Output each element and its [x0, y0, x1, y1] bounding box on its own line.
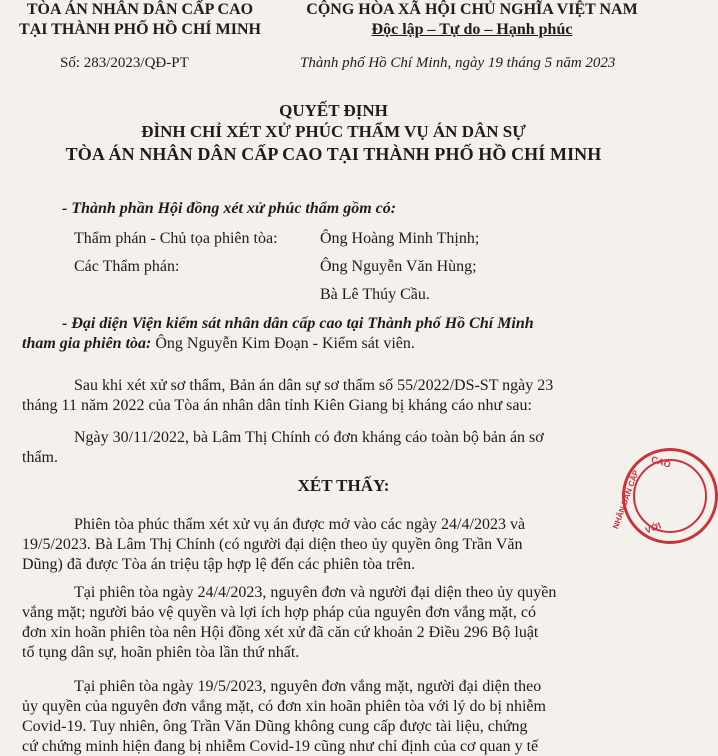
- procuracy-label: tham gia phiên tòa:: [22, 335, 152, 352]
- procuracy-name: Ông Nguyễn Kim Đoạn - Kiểm sát viên.: [151, 335, 415, 352]
- paragraph-4-line-2: vắng mặt; người bảo vệ quyền và lợi ích hợp pháp của nguyên đơn vắng mặt, có: [22, 604, 536, 621]
- paragraph-2-line-2: thẩm.: [22, 449, 58, 466]
- title-court: TÒA ÁN NHÂN DÂN CẤP CAO TẠI THÀNH PHỐ HỒ CHÍ MINH: [65, 144, 602, 164]
- section-heading: XÉT THẤY:: [297, 476, 390, 495]
- procuracy-heading: - Đại diện Viện kiểm sát nhân dân cấp cao tại Thành phố Hồ Chí Minh: [62, 315, 534, 332]
- paragraph-5-line-3: Covid-19. Tuy nhiên, ông Trần Văn Dũng không cung cấp được tài liệu, chứng: [22, 718, 528, 735]
- paragraph-4-line-3: đơn xin hoãn phiên tòa nên Hội đồng xét xử đã căn cứ khoản 2 Điều 296 Bộ luật: [22, 624, 539, 641]
- national-header: [282, 0, 662, 40]
- paragraph-3-line-1: Phiên tòa phúc thẩm xét xử vụ án được mở vào các ngày 24/4/2023 và: [74, 516, 526, 533]
- document-number: Số: 283/2023/QĐ-PT: [60, 55, 189, 71]
- place-date: Thành phố Hồ Chí Minh, ngày 19 tháng 5 năm 2023: [300, 55, 616, 71]
- paragraph-1-line-1: Sau khi xét xử sơ thẩm, Bản án dân sự sơ thẩm số 55/2022/DS-ST ngày 23: [74, 377, 554, 394]
- paragraph-2-line-1: Ngày 30/11/2022, bà Lâm Thị Chính có đơn kháng cáo toàn bộ bản án sơ: [74, 429, 544, 446]
- paragraph-3-line-3: Dũng) đã được Tòa án triệu tập hợp lệ đến các phiên tòa trên.: [22, 556, 416, 573]
- judge-name-1: Ông Nguyễn Văn Hùng;: [320, 258, 477, 275]
- presiding-judge-name: Ông Hoàng Minh Thịnh;: [320, 230, 480, 247]
- court-header: [10, 0, 270, 40]
- paragraph-5-line-1: Tại phiên tòa ngày 19/5/2023, nguyên đơn vắng mặt, người đại diện theo: [74, 678, 542, 695]
- judges-label: Các Thẩm phán:: [74, 258, 180, 275]
- court-name-line1: TÒA ÁN NHÂN DÂN CẤP CAO: [26, 1, 254, 18]
- panel-heading: - Thành phần Hội đồng xét xử phúc thẩm gồm có:: [62, 200, 397, 217]
- paragraph-4-line-4: tố tụng dân sự, hoãn phiên tòa lần thứ nhất.: [22, 644, 300, 661]
- title-decision: QUYẾT ĐỊNH: [279, 101, 388, 120]
- seal-text-bottom: VỚI: [643, 520, 663, 536]
- seal-text-side: NHÂN DÂN CẤP: [611, 468, 641, 531]
- seal-text-top: CAO: [649, 454, 673, 470]
- court-seal-inner-ring: [633, 459, 707, 533]
- paragraph-4-line-1: Tại phiên tòa ngày 24/4/2023, nguyên đơn và người đại diện theo ủy quyền: [74, 584, 557, 601]
- court-name-line2: TẠI THÀNH PHỐ HỒ CHÍ MINH: [19, 21, 261, 38]
- national-motto: Độc lập – Tự do – Hạnh phúc: [371, 21, 573, 38]
- paragraph-1-line-2: tháng 11 năm 2022 của Tòa án nhân dân tỉnh Kiên Giang bị kháng cáo như sau:: [22, 397, 532, 414]
- procuracy-line: [22, 335, 415, 353]
- title-subject: ĐÌNH CHỈ XÉT XỬ PHÚC THẨM VỤ ÁN DÂN SỰ: [141, 122, 526, 141]
- court-seal: [611, 448, 718, 544]
- presiding-judge-label: Thẩm phán - Chủ tọa phiên tòa:: [74, 230, 278, 247]
- paragraph-5-line-4: cứ chứng minh hiện đang bị nhiễm Covid-19 cũng như chỉ định của cơ quan y tế: [22, 738, 539, 755]
- paragraph-3-line-2: 19/5/2023. Bà Lâm Thị Chính (có người đại diện theo ủy quyền ông Trần Văn: [22, 536, 523, 553]
- paragraph-5-line-2: ủy quyền của nguyên đơn vắng mặt, có đơn xin hoãn phiên tòa với lý do bị nhiễm: [22, 698, 546, 715]
- judge-name-2: Bà Lê Thúy Cầu.: [320, 286, 430, 303]
- republic-name: CỘNG HÒA XÃ HỘI CHỦ NGHĨA VIỆT NAM: [306, 1, 638, 18]
